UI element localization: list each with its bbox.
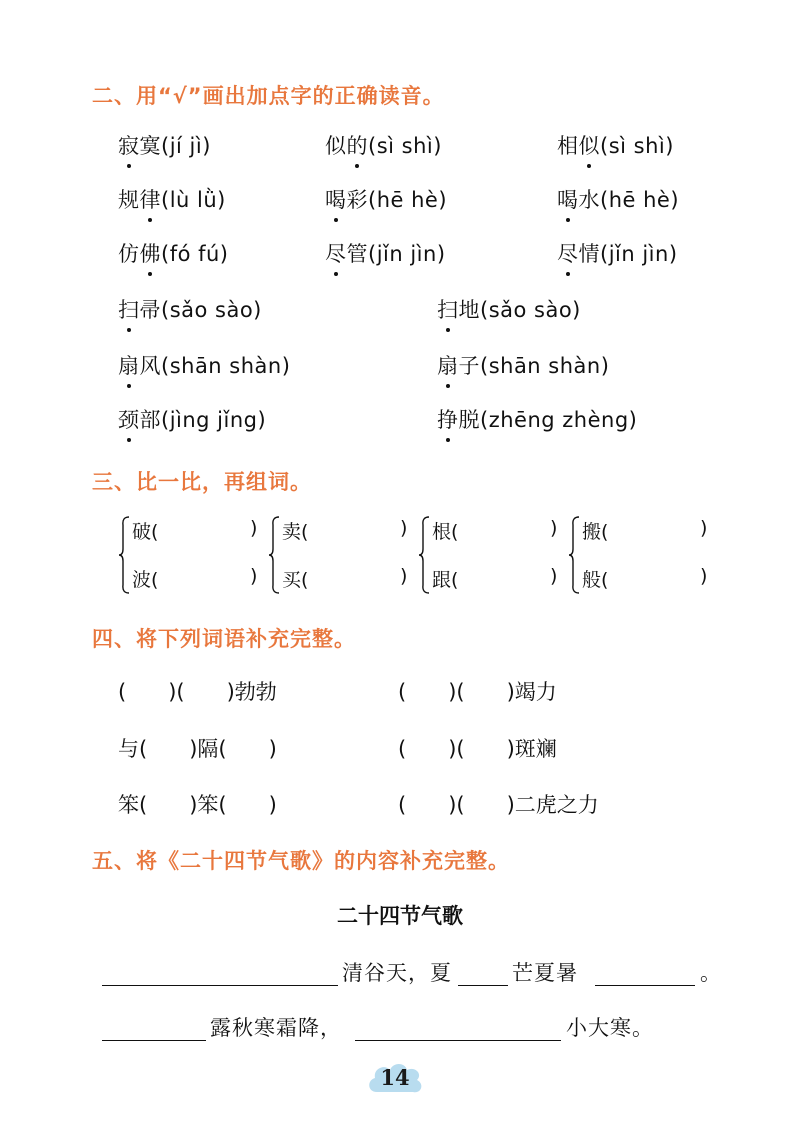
fill-item-6[interactable]: ( )( )二虎之力 (398, 793, 599, 817)
poem-blank-5[interactable] (355, 1040, 561, 1041)
close-paren: ) (250, 565, 258, 587)
brace-icon (118, 515, 130, 595)
pair-word-bottom[interactable] (432, 565, 558, 592)
dotted-character: 寂 (118, 130, 140, 160)
poem-line2-text-a: 露秋寒霜降， (210, 1016, 342, 1040)
pronunciation-item-2[interactable] (325, 130, 442, 160)
item-pinyin-options: 部(jìng jǐng) (139, 408, 267, 432)
fill-item-2[interactable]: ( )( )竭力 (398, 680, 557, 704)
item-pinyin-options: 风(shān shàn) (139, 354, 291, 378)
item-pinyin-options: 子(shān shàn) (458, 354, 610, 378)
item-pinyin-options: 寞(jí jì) (139, 134, 211, 158)
item-pinyin-options: (fó fú) (161, 242, 229, 266)
dotted-character: 尽 (325, 238, 347, 268)
pronunciation-item-11[interactable] (437, 294, 581, 324)
poem-blank-3[interactable] (595, 985, 695, 986)
section-3-title: 三、比一比，再组词。 (92, 470, 312, 494)
pair-character: 般( (582, 569, 609, 591)
pair-word-top[interactable] (582, 517, 708, 544)
pair-word-top[interactable] (282, 517, 408, 544)
item-pinyin-options: 水(hē hè) (578, 188, 680, 212)
dotted-character: 佛 (140, 238, 162, 268)
pronunciation-item-12[interactable] (118, 350, 290, 380)
poem-line1-text-c: 。 (700, 961, 722, 985)
dotted-character: 喝 (557, 184, 579, 214)
compare-pair-4 (568, 515, 718, 595)
item-pinyin-options: (sì shì) (368, 134, 442, 158)
dotted-character: 挣 (437, 404, 459, 434)
page-number: 14 (380, 1065, 410, 1090)
item-prefix: 仿 (118, 242, 140, 266)
poem-blank-2[interactable] (458, 985, 508, 986)
close-paren: ) (550, 565, 558, 587)
item-pinyin-options: (lù lǜ) (161, 188, 226, 212)
section-4-title: 四、将下列词语补充完整。 (92, 627, 356, 651)
dotted-character: 扫 (118, 294, 140, 324)
close-paren: ) (550, 517, 558, 539)
dotted-character: 尽 (557, 238, 579, 268)
item-pinyin-options: 彩(hē hè) (346, 188, 448, 212)
pair-character: 跟( (432, 569, 459, 591)
brace-icon (568, 515, 580, 595)
item-pinyin-options: 地(sǎo sào) (458, 298, 581, 322)
poem-line1-text-b: 芒夏暑 (512, 961, 578, 985)
pronunciation-item-8[interactable] (325, 238, 446, 268)
compare-pair-3 (418, 515, 568, 595)
pair-word-top[interactable] (132, 517, 258, 544)
pair-character: 搬( (582, 521, 609, 543)
brace-icon (268, 515, 280, 595)
compare-pair-2 (268, 515, 418, 595)
poem-blank-1[interactable] (102, 985, 338, 986)
pronunciation-item-4[interactable] (118, 184, 226, 214)
pair-character: 波( (132, 569, 159, 591)
item-prefix: 相 (557, 134, 579, 158)
pronunciation-item-1[interactable] (118, 130, 211, 160)
poem-line2-text-b: 小大寒。 (566, 1016, 654, 1040)
pronunciation-item-14[interactable] (118, 404, 266, 434)
pair-character: 破( (132, 521, 159, 543)
pair-word-bottom[interactable] (582, 565, 708, 592)
pronunciation-item-5[interactable] (325, 184, 447, 214)
dotted-character: 扇 (437, 350, 459, 380)
pair-word-bottom[interactable] (282, 565, 408, 592)
item-pinyin-options: 脱(zhēng zhèng) (458, 408, 638, 432)
item-prefix: 规 (118, 188, 140, 212)
dotted-character: 律 (140, 184, 162, 214)
compare-pair-1 (118, 515, 268, 595)
dotted-character: 扇 (118, 350, 140, 380)
dotted-character: 似 (579, 130, 601, 160)
pronunciation-item-13[interactable] (437, 350, 609, 380)
close-paren: ) (400, 517, 408, 539)
close-paren: ) (400, 565, 408, 587)
pair-character: 卖( (282, 521, 309, 543)
pronunciation-item-10[interactable] (118, 294, 262, 324)
item-pinyin-options: 帚(sǎo sào) (139, 298, 262, 322)
dotted-character: 的 (347, 130, 369, 160)
pronunciation-item-6[interactable] (557, 184, 679, 214)
item-prefix: 似 (325, 134, 347, 158)
pronunciation-item-7[interactable] (118, 238, 229, 268)
pair-word-top[interactable] (432, 517, 558, 544)
fill-item-1[interactable]: ( )( )勃勃 (118, 680, 277, 704)
page-number-badge (365, 1058, 425, 1098)
pair-word-bottom[interactable] (132, 565, 258, 592)
item-pinyin-options: 管(jǐn jìn) (346, 242, 446, 266)
fill-item-3[interactable]: 与( )隔( ) (118, 737, 277, 761)
poem-title: 二十四节气歌 (337, 904, 463, 928)
fill-item-4[interactable]: ( )( )斑斓 (398, 737, 557, 761)
brace-icon (418, 515, 430, 595)
pronunciation-item-15[interactable] (437, 404, 637, 434)
close-paren: ) (250, 517, 258, 539)
close-paren: ) (700, 565, 708, 587)
pair-character: 根( (432, 521, 459, 543)
item-pinyin-options: (sì shì) (600, 134, 674, 158)
fill-item-5[interactable]: 笨( )笨( ) (118, 793, 277, 817)
section-5-title: 五、将《二十四节气歌》的内容补充完整。 (92, 849, 510, 873)
dotted-character: 扫 (437, 294, 459, 324)
pair-character: 买( (282, 569, 309, 591)
close-paren: ) (700, 517, 708, 539)
poem-blank-4[interactable] (102, 1040, 206, 1041)
pronunciation-item-3[interactable] (557, 130, 674, 160)
pronunciation-item-9[interactable] (557, 238, 678, 268)
item-pinyin-options: 情(jǐn jìn) (578, 242, 678, 266)
dotted-character: 颈 (118, 404, 140, 434)
poem-line1-text-a: 清谷天，夏 (342, 961, 452, 985)
section-2-title: 二、用“√”画出加点字的正确读音。 (92, 84, 445, 108)
dotted-character: 喝 (325, 184, 347, 214)
